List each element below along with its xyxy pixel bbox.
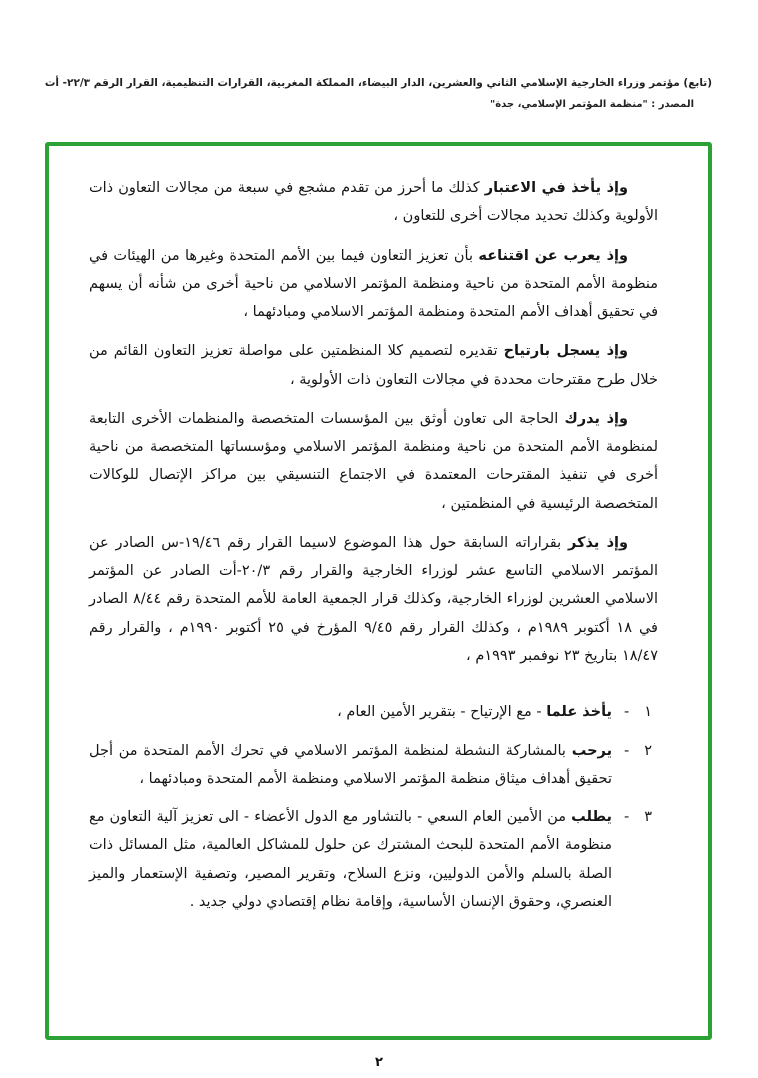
header-source-line: المصدر : "منظمة المؤتمر الإسلامي، جدة" (489, 99, 694, 111)
paragraph-text: الحاجة الى تعاون أوثق بين المؤسسات المتخصصة والمنظمات الأخرى التابعة لمنظومة الأمم المتحدة من ناحية ومنظمة المؤتمر الاسلامي ومؤسساتها المتخصصة من ناحية أخرى في تنفيذ المقترحات المعتمدة في الاجتماع التنسيقي بين مراكز الإتصال للوكالات المتخصصة الرئيسية في المنظمتين ، (89, 410, 658, 512)
content-border-box (45, 142, 712, 1040)
item-dash: - (624, 704, 630, 721)
item-number: ١ (644, 704, 652, 721)
paragraph-lead: وإذ يأخذ في الاعتبار (484, 180, 628, 196)
paragraph-recalling (89, 529, 658, 670)
paragraph-conviction (89, 242, 658, 327)
paragraph-lead: وإذ يذكر (568, 534, 629, 551)
paragraph-text: بقراراته السابقة حول هذا الموضوع لاسيما القرار رقم ١٩/٤٦-س الصادر عن المؤتمر الاسلامي التاسع عشر لوزراء الخارجية والقرار رقم ٢٠/٣-أت الصادر عن المؤتمر الاسلامي العشرين لوزراء الخارجية، وكذلك قرار الجمعية العامة للأمم المتحدة رقم ٨/٤٤ الصادر في ١٨ أكتوبر ١٩٨٩م ، وكذلك القرار رقم ٩/٤٥ المؤرخ في ٢٥ أكتوبر ١٩٩٠م ، والقرار رقم ١٨/٤٧ بتاريخ ٢٣ نوفمبر ١٩٩٣م ، (89, 534, 658, 664)
list-item (89, 737, 652, 794)
item-rest: - مع الإرتياح - بتقرير الأمين العام ، (337, 704, 542, 721)
paragraph-appreciation (89, 337, 658, 394)
header-citation-line: (تابع) مؤتمر وزراء الخارجية الإسلامي الثاني والعشرين، الدار البيضاء، المملكة المغربية، القرارات التنظيمية، القرار الرقم ٢٢/٣- أت (44, 77, 712, 89)
item-marker (612, 698, 652, 726)
item-marker (612, 803, 652, 916)
list-item (89, 698, 652, 726)
paragraph-text: تقديره لتصميم كلا المنظمتين على مواصلة تعزيز التعاون القائم من خلال طرح مقترحات محددة في مجالات التعاون ذات الأولوية ، (89, 343, 658, 388)
item-rest: بالمشاركة النشطة لمنظمة المؤتمر الاسلامي في تحرك الأمم المتحدة من أجل تحقيق أهداف ميثاق منظمة المؤتمر الاسلامي ومنظمة الأمم المتحدة ومبادئهما ، (89, 742, 612, 787)
item-lead: يرحب (571, 742, 613, 759)
paragraph-lead: وإذ يعرب عن اقتناعه (478, 247, 628, 264)
document-header (38, 72, 712, 115)
item-dash: - (624, 809, 630, 826)
paragraph-consideration (89, 174, 658, 231)
item-lead: يأخذ علما (546, 704, 612, 721)
item-number: ٣ (644, 809, 652, 826)
paragraph-text: كذلك ما أحرز من تقدم مشجع في سبعة من مجالات التعاون ذات الأولوية وكذلك تحديد مجالات أخرى للتعاون ، (89, 180, 658, 225)
list-item (89, 803, 652, 916)
item-number: ٢ (644, 742, 652, 759)
item-rest: من الأمين العام السعي - بالتشاور مع الدول الأعضاء - الى تعزيز آلية التعاون مع منظومة الأمم المتحدة للبحث المشترك عن حلول للمشاكل العالمية، مثل المسائل ذات الصلة بالسلم والأمن الدوليين، ونزع السلاح، وتقرير المصير، وتصفية الإستعمار والميز العنصري، وحقوق الإنسان الأساسية، وإقامة نظام إقتصادي دولي جديد . (89, 809, 612, 910)
page-number: ٢ (375, 1055, 383, 1070)
paragraph-awareness (89, 405, 658, 518)
item-text (89, 737, 612, 794)
item-text (89, 803, 612, 916)
paragraph-lead: وإذ يدرك (564, 410, 628, 427)
item-lead: يطلب (571, 809, 612, 826)
paragraph-lead: وإذ يسجل بارتياح (503, 343, 629, 360)
resolution-operative-list (89, 698, 658, 916)
paragraph-text: بأن تعزيز التعاون فيما بين الأمم المتحدة وغيرها من الهيئات في منظومة الأمم المتحدة من ناحية ومنظمة المؤتمر الاسلامي من ناحية أخرى من شأنه أن يسهم في تحقيق أهداف الأمم المتحدة ومنظمة المؤتمر الاسلامي ومبادئهما ، (89, 247, 658, 321)
item-text (89, 698, 612, 726)
item-dash: - (624, 742, 630, 759)
item-marker (612, 737, 652, 794)
